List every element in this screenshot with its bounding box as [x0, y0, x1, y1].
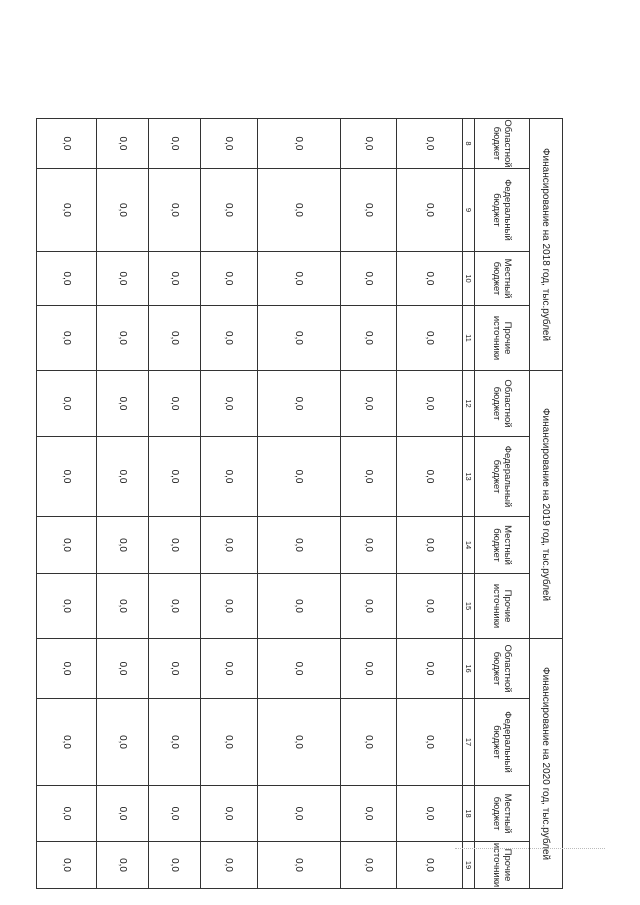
- column-number: 12: [463, 371, 475, 437]
- table-cell: 0,0: [397, 437, 463, 517]
- table-cell: 0,0: [341, 169, 397, 252]
- table-cell: 0,0: [341, 119, 397, 169]
- table-cell: 0,0: [97, 437, 149, 517]
- table-cell: 0,0: [201, 842, 258, 889]
- subheader-regional: Областной бюджет: [475, 119, 530, 169]
- table-cell: 0,0: [37, 786, 97, 842]
- financing-table: [36, 118, 563, 889]
- table-cell: 0,0: [341, 517, 397, 574]
- table-row: [341, 119, 397, 889]
- subheader-row: [475, 119, 530, 889]
- table-cell: 0,0: [97, 371, 149, 437]
- subheader-local: Местный бюджет: [475, 517, 530, 574]
- table-cell: 0,0: [258, 699, 341, 786]
- table-cell: 0,0: [201, 306, 258, 371]
- table-cell: 0,0: [397, 786, 463, 842]
- year-group-2020: Финансирование на 2020 год, тыс.рублей: [530, 639, 563, 889]
- subheader-other: Прочие источники: [475, 842, 530, 889]
- table-cell: 0,0: [397, 306, 463, 371]
- table-cell: 0,0: [258, 437, 341, 517]
- rotated-table-wrapper: [38, 118, 563, 888]
- table-cell: 0,0: [149, 306, 201, 371]
- year-header-row: [530, 119, 563, 889]
- table-row: [258, 119, 341, 889]
- table-cell: 0,0: [149, 786, 201, 842]
- column-number: 18: [463, 786, 475, 842]
- subheader-local: Местный бюджет: [475, 252, 530, 306]
- table-cell: 0,0: [397, 639, 463, 699]
- table-cell: 0,0: [149, 371, 201, 437]
- table-cell: 0,0: [258, 252, 341, 306]
- table-cell: 0,0: [397, 699, 463, 786]
- column-number: 19: [463, 842, 475, 889]
- table-cell: 0,0: [37, 437, 97, 517]
- table-cell: 0,0: [37, 306, 97, 371]
- table-cell: 0,0: [149, 169, 201, 252]
- table-cell: 0,0: [201, 517, 258, 574]
- table-cell: 0,0: [397, 517, 463, 574]
- table-cell: 0,0: [341, 842, 397, 889]
- table-cell: 0,0: [341, 786, 397, 842]
- subheader-federal: Федеральный бюджет: [475, 437, 530, 517]
- column-number: 10: [463, 252, 475, 306]
- table-cell: 0,0: [201, 437, 258, 517]
- table-cell: 0,0: [37, 842, 97, 889]
- table-cell: 0,0: [149, 574, 201, 639]
- table-cell: 0,0: [97, 786, 149, 842]
- table-cell: 0,0: [97, 517, 149, 574]
- table-cell: 0,0: [201, 252, 258, 306]
- table-cell: 0,0: [97, 842, 149, 889]
- table-cell: 0,0: [149, 119, 201, 169]
- table-cell: 0,0: [258, 574, 341, 639]
- table-cell: 0,0: [201, 169, 258, 252]
- subheader-other: Прочие источники: [475, 574, 530, 639]
- table-row: [149, 119, 201, 889]
- table-cell: 0,0: [149, 437, 201, 517]
- table-cell: 0,0: [258, 169, 341, 252]
- table-cell: 0,0: [37, 574, 97, 639]
- table-cell: 0,0: [258, 842, 341, 889]
- table-cell: 0,0: [201, 786, 258, 842]
- column-number: 17: [463, 699, 475, 786]
- column-number: 16: [463, 639, 475, 699]
- table-cell: 0,0: [97, 574, 149, 639]
- table-cell: 0,0: [258, 517, 341, 574]
- subheader-federal: Федеральный бюджет: [475, 169, 530, 252]
- table-cell: 0,0: [397, 842, 463, 889]
- table-cell: 0,0: [97, 252, 149, 306]
- table-cell: 0,0: [37, 639, 97, 699]
- column-number: 15: [463, 574, 475, 639]
- column-number-row: [463, 119, 475, 889]
- subheader-federal: Федеральный бюджет: [475, 699, 530, 786]
- table-row: [97, 119, 149, 889]
- year-group-2018: Финансирование на 2018 год, тыс.рублей: [530, 119, 563, 371]
- table-cell: 0,0: [97, 306, 149, 371]
- subheader-other: Прочие источники: [475, 306, 530, 371]
- table-cell: 0,0: [149, 639, 201, 699]
- table-body: [37, 119, 463, 889]
- table-cell: 0,0: [397, 371, 463, 437]
- table-cell: 0,0: [258, 639, 341, 699]
- table-cell: 0,0: [201, 119, 258, 169]
- table-cell: 0,0: [397, 119, 463, 169]
- table-row: [397, 119, 463, 889]
- table-cell: 0,0: [341, 252, 397, 306]
- column-number: 11: [463, 306, 475, 371]
- table-cell: 0,0: [201, 699, 258, 786]
- table-cell: 0,0: [149, 517, 201, 574]
- faint-dotted-line: [455, 848, 605, 849]
- table-cell: 0,0: [37, 517, 97, 574]
- table-cell: 0,0: [201, 639, 258, 699]
- column-number: 9: [463, 169, 475, 252]
- table-cell: 0,0: [37, 119, 97, 169]
- column-number: 8: [463, 119, 475, 169]
- table-cell: 0,0: [341, 699, 397, 786]
- table-cell: 0,0: [258, 119, 341, 169]
- table-cell: 0,0: [97, 699, 149, 786]
- table-cell: 0,0: [37, 371, 97, 437]
- column-number: 14: [463, 517, 475, 574]
- table-cell: 0,0: [149, 699, 201, 786]
- table-cell: 0,0: [397, 252, 463, 306]
- table-cell: 0,0: [201, 371, 258, 437]
- column-number: 13: [463, 437, 475, 517]
- table-cell: 0,0: [201, 574, 258, 639]
- table-cell: 0,0: [97, 639, 149, 699]
- table-cell: 0,0: [397, 169, 463, 252]
- table-cell: 0,0: [258, 786, 341, 842]
- subheader-regional: Областной бюджет: [475, 639, 530, 699]
- table-cell: 0,0: [37, 699, 97, 786]
- table-cell: 0,0: [258, 306, 341, 371]
- table-row: [37, 119, 97, 889]
- subheader-regional: Областной бюджет: [475, 371, 530, 437]
- year-group-2019: Финансирование на 2019 год, тыс.рублей: [530, 371, 563, 639]
- table-cell: 0,0: [97, 169, 149, 252]
- table-cell: 0,0: [149, 842, 201, 889]
- table-cell: 0,0: [37, 169, 97, 252]
- subheader-local: Местный бюджет: [475, 786, 530, 842]
- table-cell: 0,0: [341, 574, 397, 639]
- table-cell: 0,0: [341, 437, 397, 517]
- table-cell: 0,0: [149, 252, 201, 306]
- table-cell: 0,0: [37, 252, 97, 306]
- table-cell: 0,0: [258, 371, 341, 437]
- table-cell: 0,0: [97, 119, 149, 169]
- table-row: [201, 119, 258, 889]
- table-cell: 0,0: [341, 371, 397, 437]
- table-cell: 0,0: [341, 306, 397, 371]
- table-cell: 0,0: [397, 574, 463, 639]
- table-cell: 0,0: [341, 639, 397, 699]
